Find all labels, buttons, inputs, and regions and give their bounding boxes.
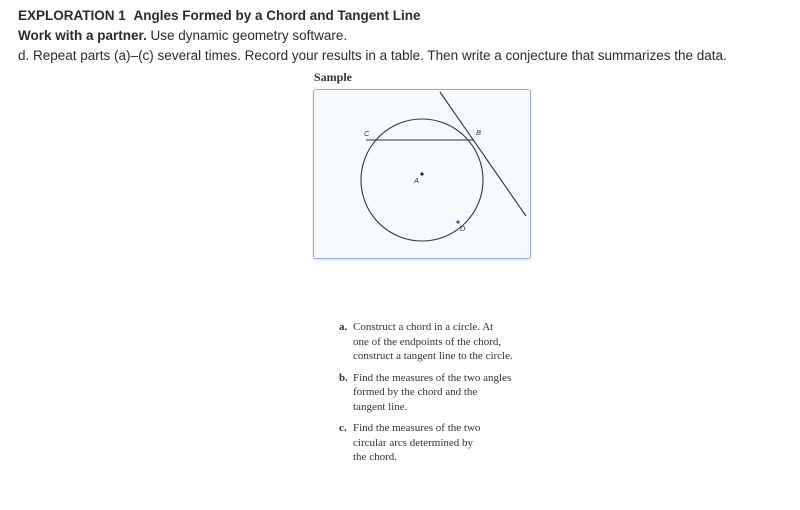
step-letter: b. [339, 371, 348, 384]
instruction-rest: Use dynamic geometry software. [146, 28, 348, 43]
label-a: A [414, 176, 420, 185]
sample-label: Sample [314, 70, 353, 84]
step-letter: a. [339, 321, 348, 333]
instruction-bold: Work with a partner. [18, 28, 147, 43]
step-text: Find the measures of the two angles formed by the chord and the tangent line. [353, 371, 512, 413]
exploration-title: Angles Formed by a Chord and Tangent Line [133, 8, 421, 23]
instruction-line [18, 28, 347, 43]
step-b [339, 371, 539, 415]
label-b: B [476, 128, 482, 137]
label-c: C [364, 129, 370, 138]
label-d: D [460, 224, 466, 233]
steps-list [339, 320, 539, 472]
sample-figure [313, 89, 531, 259]
step-a [339, 320, 539, 364]
step-letter: c. [339, 422, 347, 434]
part-d-text: d. Repeat parts (a)–(c) several times. Record your results in a table. Then write a conjecture that summarizes the data. [18, 48, 727, 63]
step-c [339, 421, 539, 465]
circle [361, 119, 483, 241]
step-text: Construct a chord in a circle. At one of the endpoints of the chord, construct a tangent line to the circle. [353, 321, 513, 362]
exploration-heading [18, 8, 421, 23]
circle-diagram [314, 90, 530, 258]
step-text: Find the measures of the two circular arcs determined by the chord. [353, 422, 481, 463]
exploration-label: EXPLORATION 1 [18, 8, 126, 23]
center-point-a [420, 172, 423, 175]
tangent-line [440, 92, 526, 216]
